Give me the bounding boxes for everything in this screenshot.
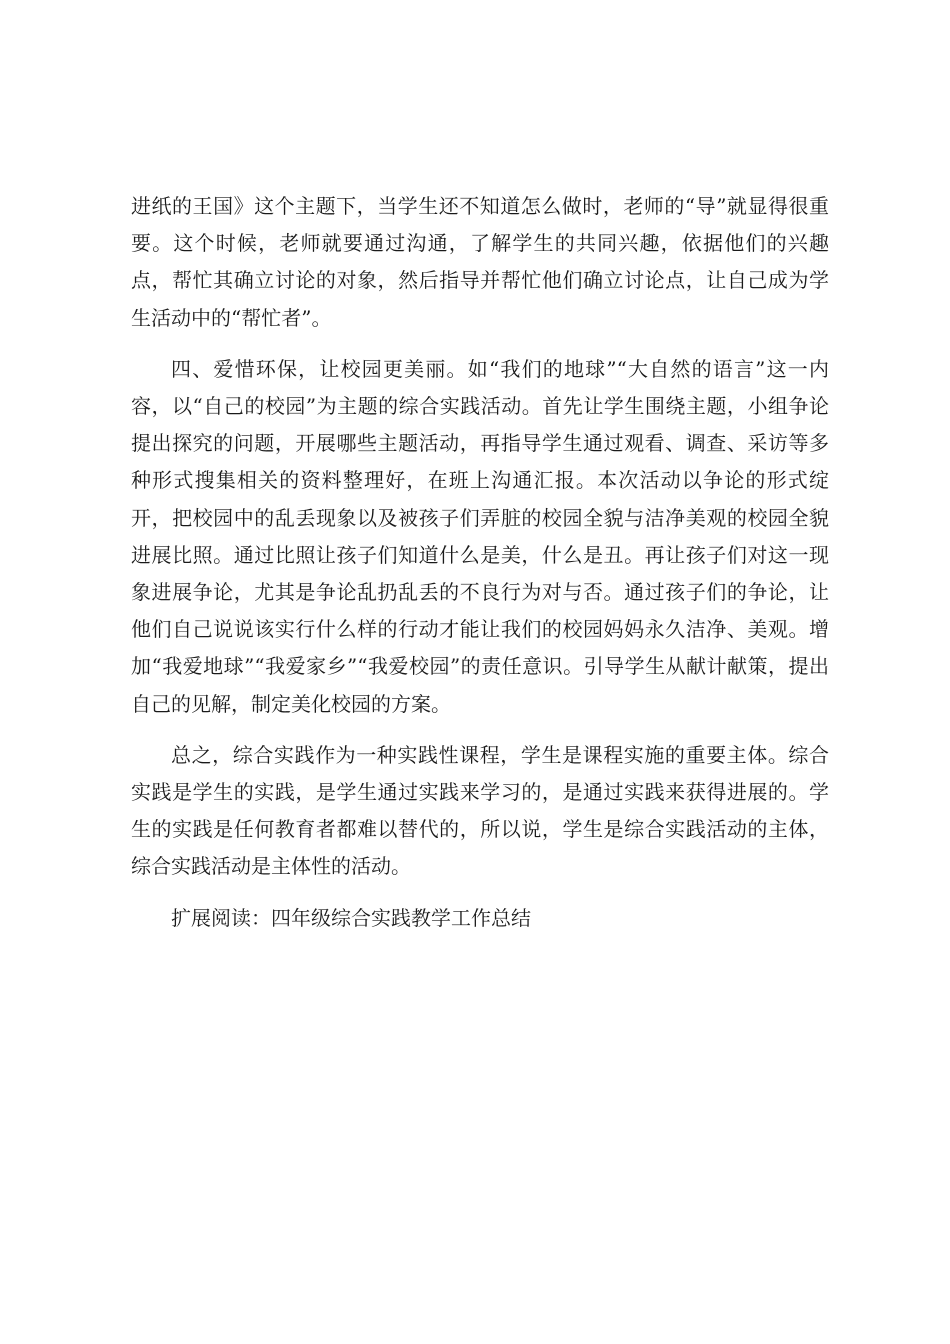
paragraph-conclusion: 总之，综合实践作为一种实践性课程，学生是课程实施的重要主体。综合实践是学生的实践，是学生通过实践来学习的，是通过实践来获得进展的。学生的实践是任何教育者都难以替代的，所以说，学生是综合实践活动的主体，综合实践活动是主体性的活动。: [131, 742, 829, 879]
paragraph-section-four: 四、爱惜环保，让校园更美丽。如“我们的地球”“大自然的语言”这一内容，以“自己的校园”为主题的综合实践活动。首先让学生围绕主题，小组争论提出探究的问题，开展哪些主题活动，再指导学生通过观看、调查、采访等多种形式搜集相关的资料整理好，在班上沟通汇报。本次活动以争论的形式绽开，把校园中的乱丢现象以及被孩子们弄脏的校园全貌与洁净美观的校园全貌进展比照。通过比照让孩子们知道什么是美，什么是丑。再让孩子们对这一现象进展争论，尤其是争论乱扔乱丢的不良行为对与否。通过孩子们的争论，让他们自己说说该实行什么样的行动才能让我们的校园妈妈永久洁净、美观。增加“我爱地球”“我爱家乡”“我爱校园”的责任意识。引导学生从献计献策，提出自己的见解，制定美化校园的方案。: [131, 356, 829, 716]
document-body: [131, 188, 829, 957]
paragraph-continuation: 进纸的王国》这个主题下，当学生还不知道怎么做时，老师的“导”就显得很重要。这个时候，老师就要通过沟通，了解学生的共同兴趣，依据他们的兴趣点，帮忙其确立讨论的对象，然后指导并帮忙他们确立讨论点，让自己成为学生活动中的“帮忙者”。: [131, 194, 829, 330]
extended-reading-line: 扩展阅读：四年级综合实践教学工作总结: [171, 905, 531, 930]
